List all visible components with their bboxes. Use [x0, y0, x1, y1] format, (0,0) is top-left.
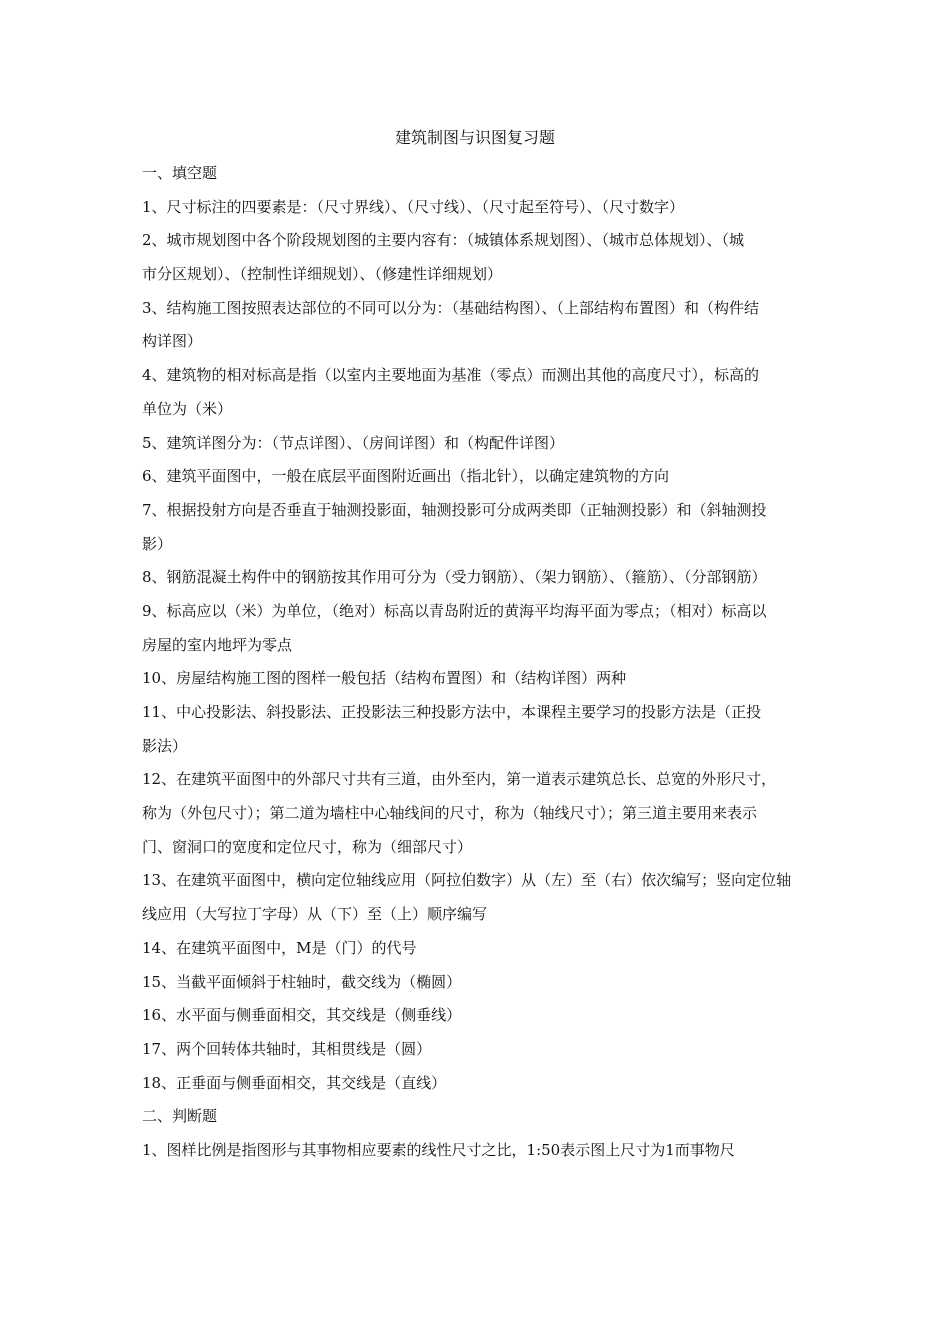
question-17: 17、两个回转体共轴时，其相贯线是（圆） [142, 1039, 432, 1058]
question-10: 10、房屋结构施工图的图样一般包括（结构布置图）和（结构详图）两种 [142, 669, 627, 688]
question-4: 4、建筑物的相对标高是指（以室内主要地面为基准（零点）而测出其他的高度尺寸），标高的 [142, 366, 760, 385]
question-7-cont: 影） [142, 534, 173, 553]
question-18: 18、正垂面与侧垂面相交，其交线是（直线） [142, 1073, 447, 1092]
question-1: 1、尺寸标注的四要素是：（尺寸界线）、（尺寸线）、（尺寸起至符号）、（尺寸数字） [142, 197, 685, 216]
question-3: 3、结构施工图按照表达部位的不同可以分为：（基础结构图）、（上部结构布置图）和（构件结 [142, 298, 760, 317]
question-12-cont-1: 称为（外包尺寸）；第二道为墙柱中心轴线间的尺寸，称为（轴线尺寸）；第三道主要用来表示 [142, 804, 758, 823]
section-heading-true-false: 二、判断题 [142, 1107, 218, 1126]
question-11: 11、中心投影法、斜投影法、正投影法三种投影方法中，本课程主要学习的投影方法是（正投 [142, 703, 762, 721]
question-9-cont: 房屋的室内地坪为零点 [142, 635, 293, 654]
question-3-cont: 构详图） [142, 332, 203, 351]
question-12: 12、在建筑平面图中的外部尺寸共有三道，由外至内，第一道表示建筑总长、总宽的外形尺寸， [142, 770, 777, 789]
question-8: 8、钢筋混凝土构件中的钢筋按其作用可分为（受力钢筋）、（架力钢筋）、（箍筋）、（分部钢筋） [142, 568, 767, 587]
question-11-cont: 影法） [142, 736, 188, 755]
question-7: 7、根据投射方向是否垂直于轴测投影面，轴测投影可分成两类即（正轴测投影）和（斜轴测投 [142, 500, 767, 519]
question-13-cont: 线应用（大写拉丁字母）从（下）至（上）顺序编写 [142, 905, 488, 924]
question-6: 6、建筑平面图中，一般在底层平面图附近画出（指北针），以确定建筑物的方向 [142, 467, 670, 486]
question-13: 13、在建筑平面图中，横向定位轴线应用（阿拉伯数字）从（左）至（右）依次编写；竖向定位轴 [142, 871, 792, 890]
question-16: 16、水平面与侧垂面相交，其交线是（侧垂线） [142, 1006, 462, 1025]
judgement-question-1: 1、图样比例是指图形与其事物相应要素的线性尺寸之比，1:50表示图上尺寸为1而事物尺 [142, 1140, 735, 1159]
question-15: 15、当截平面倾斜于柱轴时，截交线为（椭圆） [142, 972, 462, 991]
document-title: 建筑制图与识图复习题 [394, 128, 555, 147]
question-2: 2、城市规划图中各个阶段规划图的主要内容有：（城镇体系规划图）、（城市总体规划）、（城 [142, 231, 745, 250]
question-4-cont: 单位为（米） [142, 399, 233, 418]
question-5: 5、建筑详图分为：（节点详图）、（房间详图）和（构配件详图） [142, 433, 565, 452]
document-body [142, 157, 810, 1168]
question-14: 14、在建筑平面图中，M是（门）的代号 [142, 938, 417, 957]
question-2-cont: 市分区规划）、（控制性详细规划）、（修建性详细规划） [142, 265, 503, 284]
question-12-cont-2: 门、窗洞口的宽度和定位尺寸，称为（细部尺寸） [142, 837, 473, 856]
question-9: 9、标高应以（米）为单位，（绝对）标高以青岛附近的黄海平均海平面为零点；（相对）标高以 [142, 601, 767, 620]
section-heading-fill-in-blank: 一、填空题 [142, 164, 218, 182]
